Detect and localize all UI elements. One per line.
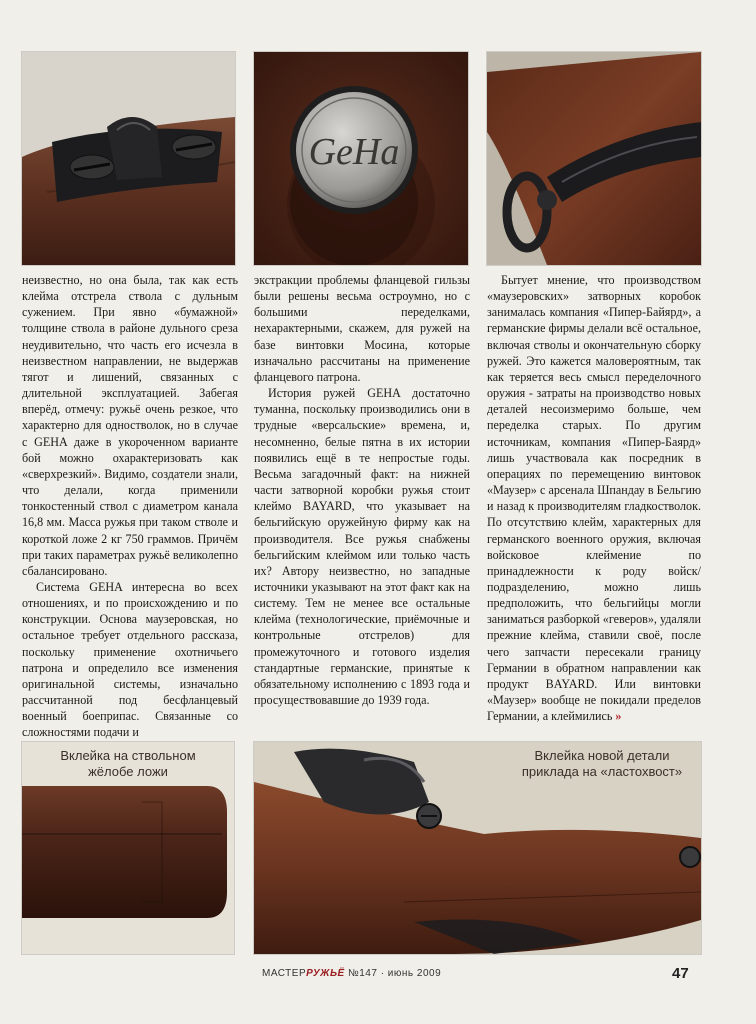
paragraph-text: Бытует мнение, что производством «маузеровских» затворных коробок занималась компания «Пипер-Байярд», а германские фирмы делали всё остальное, включая стволы и окончательную сборку ружей. Это кажется маловероятным, так как теряется весь смысл переделочного оружия - затраты на производство новых деталей несоизмеримо больше, чем переделка старых. По другим источникам, компания «Пипер-Баярд» лишь участвовала как посредник в операциях по перемещению винтовок «Маузер» с арсенала Шпандау в Бельгию и назад к производителям гладкостволок. По отсутствию клейм, характерных для германского военного оружия, включая войсковое клеймение по принадлежности к роду войск/подразделению, можно лишь предположить, что бельгийцы могли заниматься разборкой «геверов», удаляли прежние клейма, ставили своё, после чего запчасти пересекали границу Германии в обратном направлении как продукт BAYARD. Или винтовки «Маузер» вообще не покидали пределов Германии, а клеймились xyxy=(487,273,701,724)
medallion-monogram: GeHa xyxy=(308,131,400,173)
magazine-brand: РУЖЬЁ xyxy=(306,968,345,979)
paragraph: неизвестно, но она была, так как есть клейма отстрела ствола с дульным сужением. При явно «бумажной» толщине ствола в районе дульного среза неудивительно, что часть его исчезла в неизвестном направлении, не выдержав тягот и лишений, связанных с длительной эксплуатацией. Забегая вперёд, отмечу: ружьё очень резкое, что характерно для одностволок, но в случае с GEHA даже в укороченном варианте бой можно охарактеризовать как «сверхрезкий». Видимо, создатели знали, что делали, когда применили тонкостенный ствол с диаметром канала 16,8 мм. Масса ружья при таком стволе и короткой ложе 2 кг 750 граммов. Причём при таких параметрах ружьё великолепно сбалансировано. xyxy=(22,273,238,578)
issue-label: №147 · июнь 2009 xyxy=(348,968,442,979)
paragraph xyxy=(487,272,701,724)
magazine-footer xyxy=(262,968,441,979)
caption-right: Вклейка новой детали приклада на «ластохвост» xyxy=(521,748,683,779)
paragraph: Система GEHA интересна во всех отношениях, и по происхождению и по конструкции. Основа маузеровская, но остальное требует отдельного рассказа, поскольку применение охотничьего патрона и определило все изменения оригинальной системы, изначально рассчитанной под бесфланцевый военный боеприпас. Связанные со сложностями подачи и xyxy=(22,579,238,740)
photo-geha-medallion-illustration xyxy=(254,52,468,265)
continue-arrow-icon: » xyxy=(615,709,619,724)
paragraph: экстракции проблемы фланцевой гильзы были решены весьма остроумно, но с большими переделками, нехарактерными, скажем, для ружей на базе винтовки Мосина, которые изначально рассчитаны на применение фланцевого патрона. xyxy=(254,273,470,384)
caption-left: Вклейка на ствольном жёлобе ложи xyxy=(60,748,196,779)
photo-barrel-band-swivel xyxy=(487,52,701,265)
photo-sling-swivel-base xyxy=(22,52,235,265)
photo-sling-swivel-base-illustration xyxy=(22,52,235,265)
photo-barrel-channel-inlay xyxy=(22,742,234,954)
photo-dovetail-inlay xyxy=(254,742,701,954)
photo-geha-medallion xyxy=(254,52,468,265)
page-number: 47 xyxy=(672,965,689,982)
photo-barrel-band-swivel-illustration xyxy=(487,52,701,265)
magazine-prefix: МАСТЕР xyxy=(262,968,307,979)
text-column-1 xyxy=(22,272,238,740)
paragraph: История ружей GEHA достаточно туманна, поскольку производились они в трудные «версальские» времена, и, несомненно, белые пятна в их истории появились ещё в те непростые годы. Весьма загадочный факт: на нижней части затворной коробки ружья стоит клеймо BAYARD, что указывает на бельгийскую оружейную фирму как на производителя. Все ружья снабжены бельгийским клеймом или только часть их? Автору неизвестно, но западные источники указывают на этот факт как на систему. Тем не менее все остальные клейма (технологические, приёмочные и контрольные отстрелов) для промежуточного и готового изделия стандартные германские, принятые к обязательному исполнению с 1893 года и просуществовавшие до 1939 года. xyxy=(254,386,470,708)
text-column-2 xyxy=(254,272,470,740)
text-column-3 xyxy=(487,272,701,740)
